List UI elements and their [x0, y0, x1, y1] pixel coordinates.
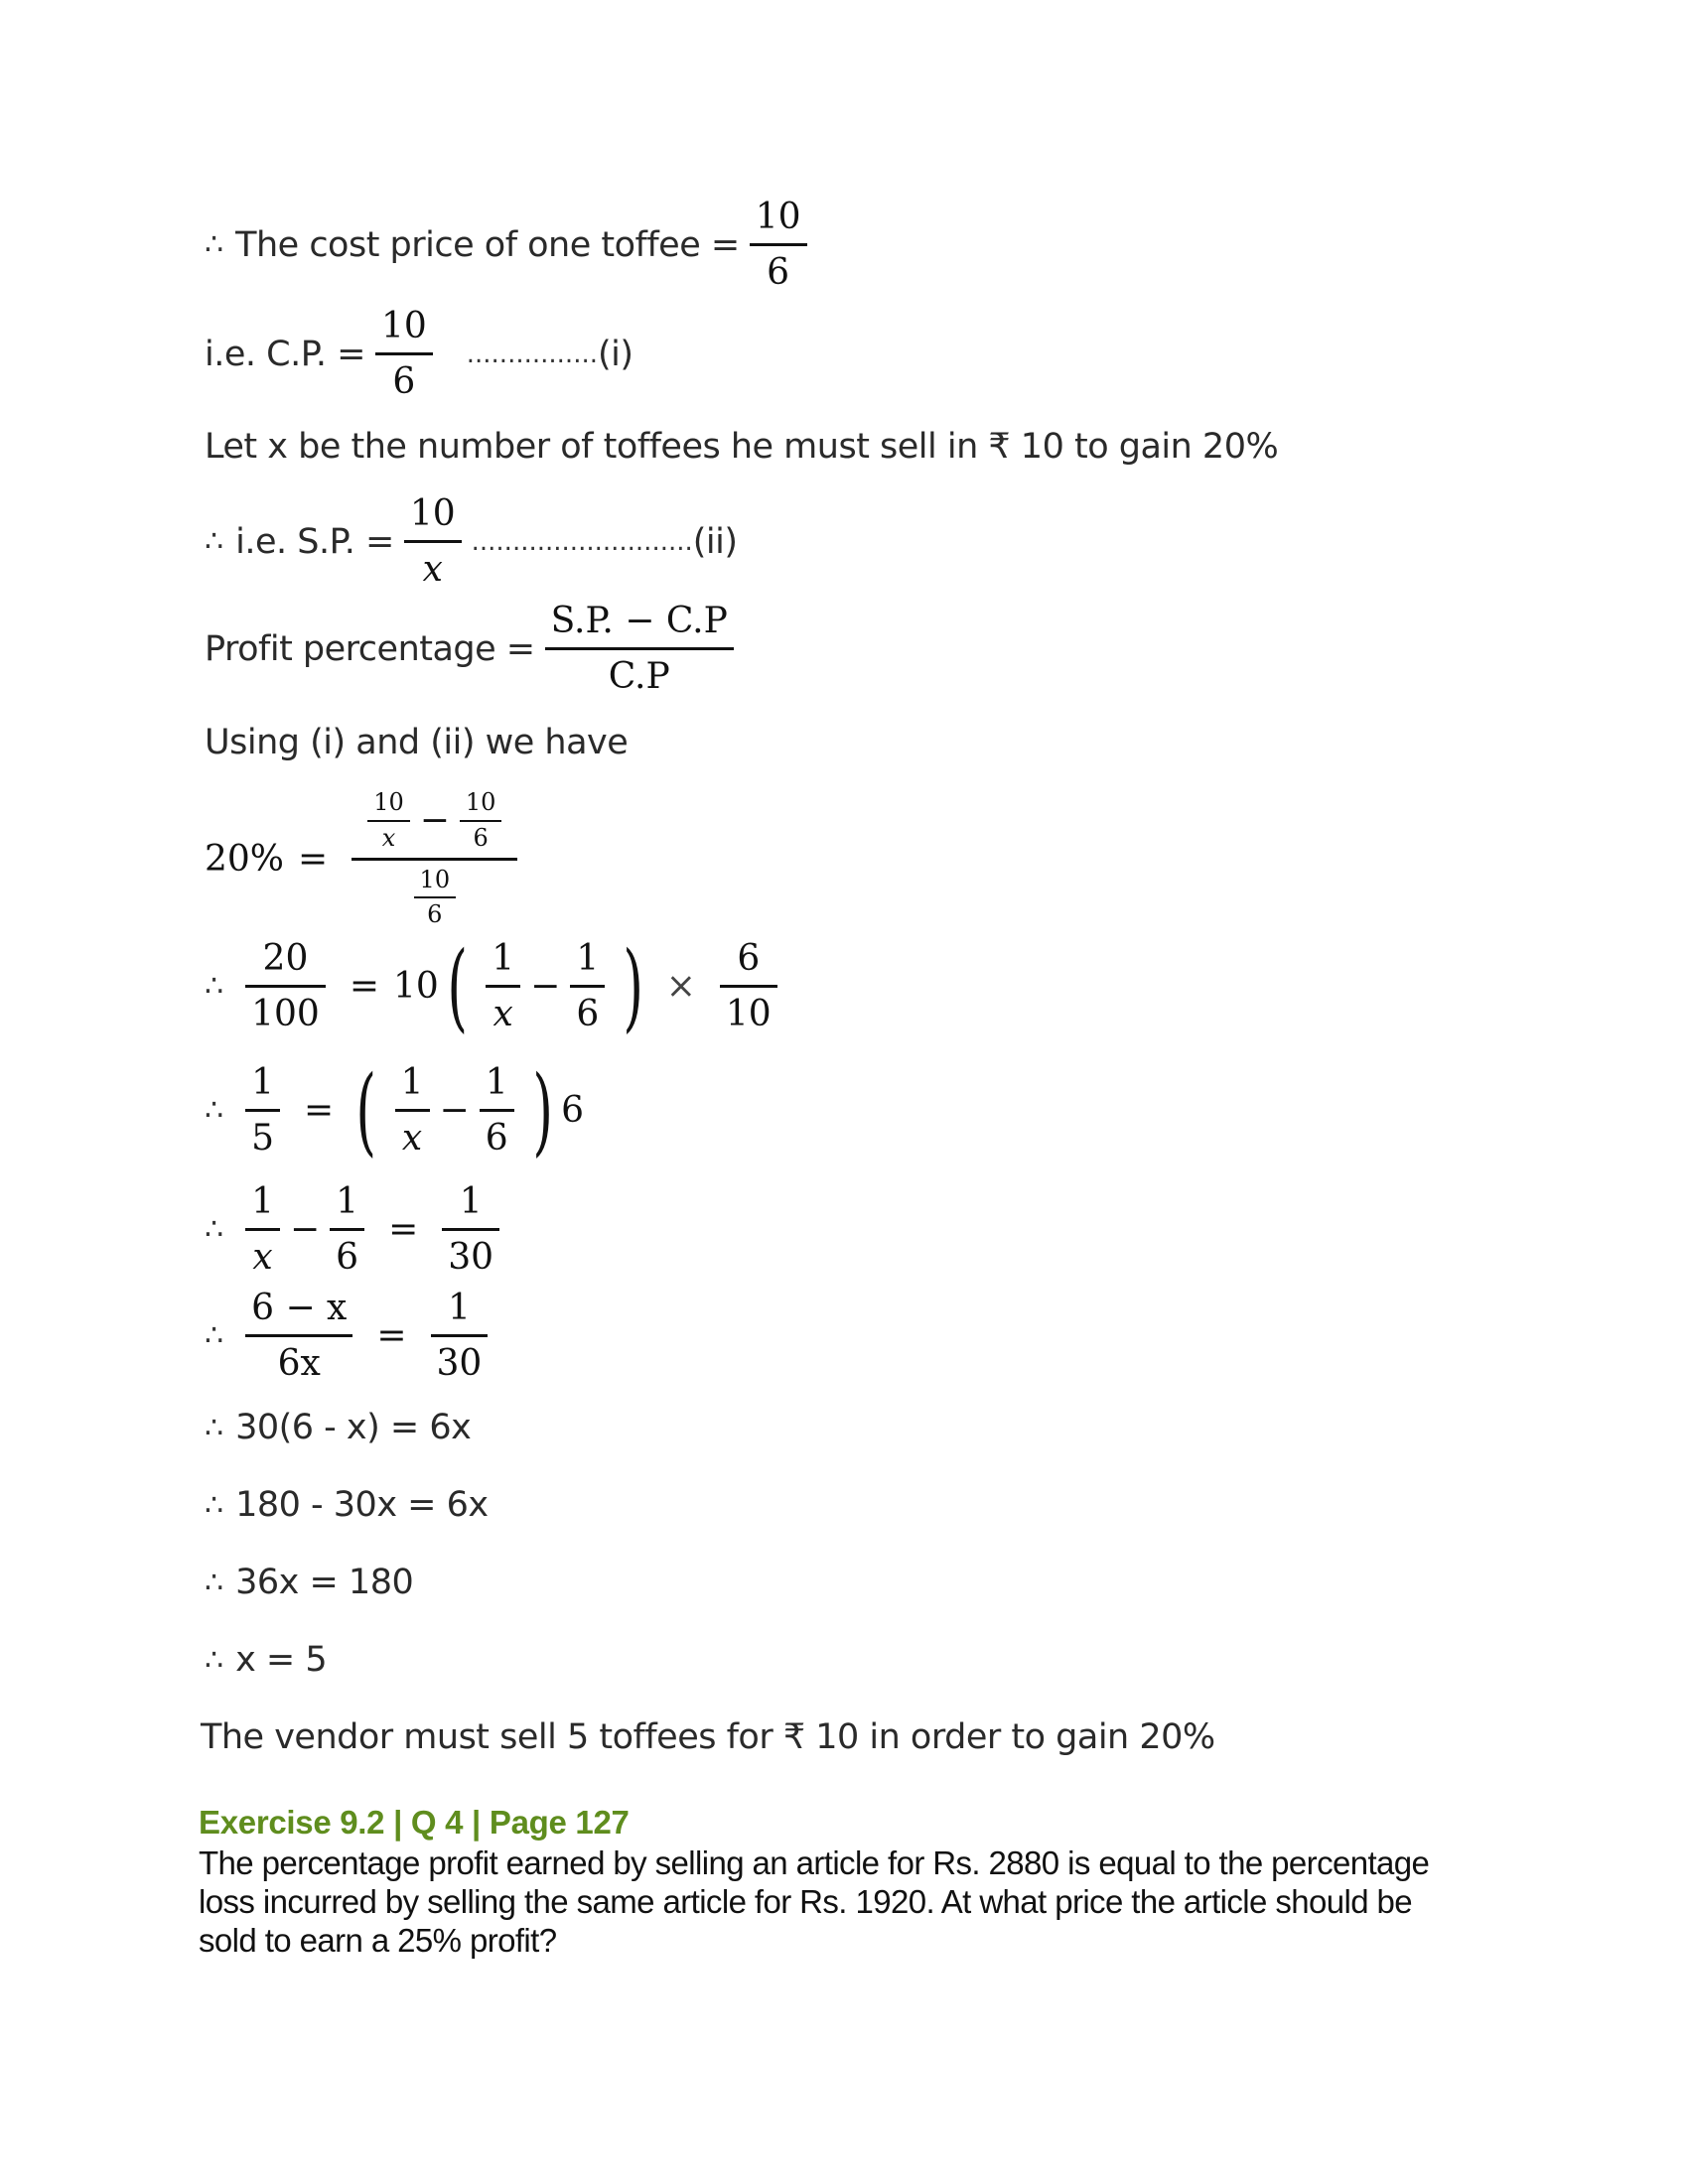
step-1: ∴ 30(6 - x) = 6x — [205, 1408, 472, 1447]
cp-label: i.e. C.P. = — [205, 334, 365, 374]
sp-fraction: $\frac{10}{x}$ — [404, 493, 462, 590]
cp-equation-line — [205, 306, 633, 402]
profit-percentage-label: Profit percentage = — [205, 628, 535, 669]
cost-price-text: The cost price of one toffee = — [235, 224, 740, 265]
using-line — [205, 723, 628, 762]
equation-4: ∴ $\frac{1}{x}$ − $\frac{1}{6}$ = $\frac{1}{30}$ — [205, 1181, 509, 1278]
profit-formula-line — [205, 601, 744, 697]
question-text: The percentage profit earned by selling an article for Rs. 2880 is equal to the percentage loss incurred by selling the same article for Rs. 1920. At what price the article should be sold to earn a 25% profit? — [199, 1844, 1430, 1959]
let-x-text: Let x be the number of toffees he must sell in ₹ 10 to gain 20% — [205, 427, 1279, 467]
compound-fraction: $\frac{10}{x}$ − $\frac{10}{6}$ $\frac{10}{6}$ — [352, 789, 517, 929]
let-x-line — [205, 427, 1278, 467]
equation-1: 20% = $\frac{10}{x}$ − $\frac{10}{6}$ $\frac{10}{6}$ — [205, 789, 527, 929]
leader-dots: ........................... — [471, 526, 693, 557]
sp-equation-line — [205, 493, 738, 590]
profit-fraction: $\frac{S.P. - C.P}{C.P}$ — [545, 601, 734, 697]
therefore-symbol: ∴ — [205, 227, 224, 263]
using-text: Using (i) and (ii) we have — [205, 723, 629, 762]
equation-tag-ii: (ii) — [692, 521, 738, 562]
conclusion-line — [201, 1717, 1215, 1757]
equation-5: ∴ $\frac{6 - x}{6x}$ = $\frac{1}{30}$ — [205, 1288, 497, 1384]
sp-label: i.e. S.P. = — [235, 521, 394, 562]
equation-tag-i: (i) — [597, 334, 633, 374]
cost-price-line — [205, 197, 817, 293]
equation-2: ∴ $\frac{20}{100}$ = 10 ( $\frac{1}{x}$ − $\frac{1}{6}$ ) × $\frac{6}{10}$ — [205, 938, 787, 1034]
therefore-symbol: ∴ — [205, 524, 224, 560]
equation-3: ∴ $\frac{1}{5}$ = ( $\frac{1}{x}$ − $\frac{1}{6}$ ) 6 — [205, 1054, 584, 1166]
conclusion-text: The vendor must sell 5 toffees for ₹ 10 in order to gain 20% — [201, 1717, 1215, 1757]
fraction-10-over-6: $\frac{10}{6}$ — [750, 197, 807, 293]
leader-dots: ................ — [466, 339, 598, 369]
exercise-heading: Exercise 9.2 | Q 4 | Page 127 — [199, 1804, 630, 1841]
step-3: ∴ 36x = 180 — [205, 1563, 414, 1602]
step-2: ∴ 180 - 30x = 6x — [205, 1485, 489, 1525]
step-4: ∴ x = 5 — [205, 1640, 328, 1680]
cp-fraction: $\frac{10}{6}$ — [375, 306, 433, 402]
